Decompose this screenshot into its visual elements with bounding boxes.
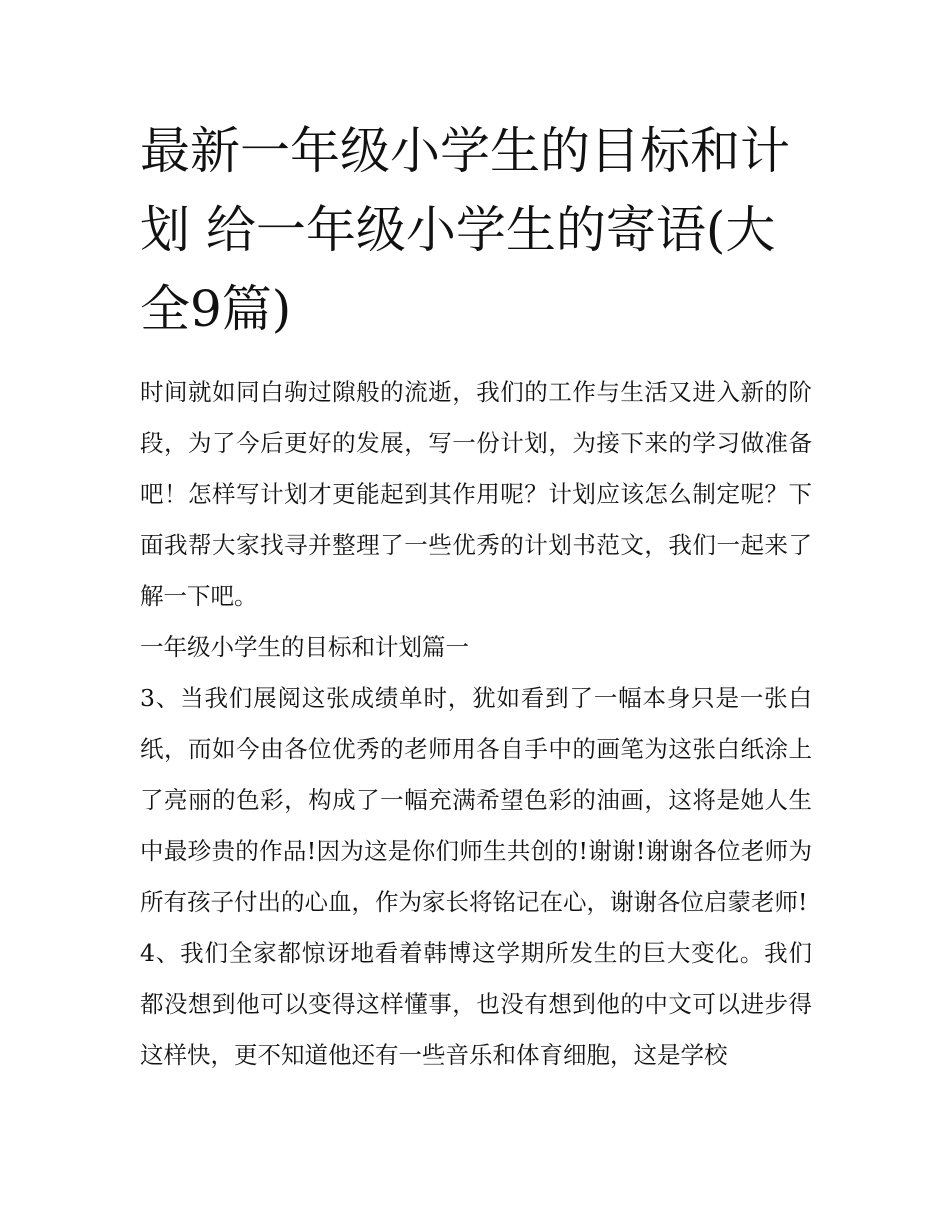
paragraph-4: 4、我们全家都惊讶地看着韩博这学期所发生的巨大变化。我们都没想到他可以变得这样懂事，也没有想到他的中文可以进步得这样快，更不知道他还有一些音乐和体育细胞，这是学校: [140, 939, 812, 1069]
document-page: [140, 112, 812, 1081]
paragraph-3: 3、当我们展阅这张成绩单时，犹如看到了一幅本身只是一张白纸，而如今由各位优秀的老师用各自手中的画笔为这张白纸涂上了亮丽的色彩，构成了一幅充满希望色彩的油画，这将是她人生中最珍贵的作品!因为这是你们师生共创的!谢谢!谢谢各位老师为所有孩子付出的心血，作为家长将铭记在心，谢谢各位启蒙老师!: [140, 684, 812, 916]
intro-paragraph: 时间就如同白驹过隙般的流逝，我们的工作与生活又进入新的阶段，为了今后更好的发展，写一份计划，为接下来的学习做准备吧！怎样写计划才更能起到其作用呢？计划应该怎么制定呢？下面我帮大家找寻并整理了一些优秀的计划书范文，我们一起来了解一下吧。: [140, 378, 812, 610]
section-heading: 一年级小学生的目标和计划篇一: [140, 633, 469, 661]
document-title: 最新一年级小学生的目标和计划 给一年级小学生的寄语(大全9篇): [140, 122, 790, 338]
